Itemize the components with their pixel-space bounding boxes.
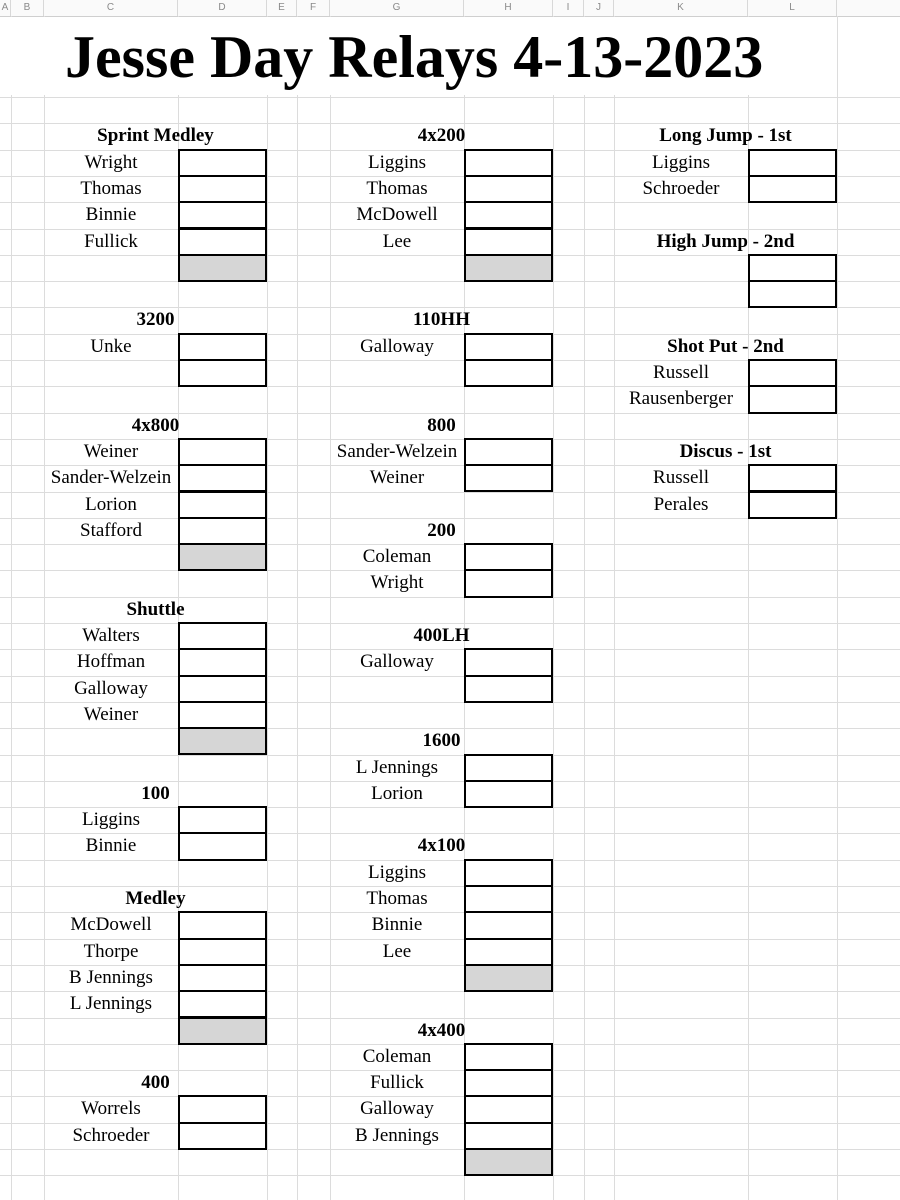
athlete-name: Schroeder — [642, 177, 720, 199]
athlete-name: Sander-Welzein — [50, 467, 172, 489]
section-heading-400: 400 — [141, 1072, 170, 1094]
column-header-c[interactable]: C — [44, 0, 178, 16]
column-header-d[interactable]: D — [178, 0, 267, 16]
result-entry-cell[interactable] — [464, 911, 553, 939]
athlete-name: Lee — [382, 230, 412, 252]
column-header-bar — [0, 0, 900, 17]
result-entry-cell[interactable] — [178, 438, 267, 466]
section-heading-400lh: 400LH — [413, 625, 470, 646]
section-heading-long-jump-1st: Long Jump - 1st — [659, 125, 792, 147]
grid-column-line — [837, 16, 838, 1200]
column-header-e[interactable]: E — [267, 0, 297, 16]
section-heading-high-jump-2nd: High Jump - 2nd — [656, 230, 795, 252]
result-entry-cell[interactable] — [464, 149, 553, 177]
result-entry-cell[interactable] — [464, 359, 553, 387]
result-entry-cell[interactable] — [464, 175, 553, 203]
result-entry-cell[interactable] — [464, 885, 553, 913]
column-header-g[interactable]: G — [330, 0, 464, 16]
column-header-i[interactable]: I — [553, 0, 584, 16]
athlete-name: Russell — [653, 362, 709, 383]
result-entry-cell[interactable] — [178, 464, 267, 492]
result-entry-cell[interactable] — [464, 464, 553, 492]
result-entry-cell[interactable] — [178, 333, 267, 361]
total-time-cell[interactable] — [178, 543, 267, 571]
athlete-name: Thomas — [80, 177, 142, 199]
result-entry-cell[interactable] — [464, 228, 553, 256]
result-entry-cell[interactable] — [178, 201, 267, 229]
athlete-name: Worrels — [81, 1098, 141, 1120]
result-entry-cell[interactable] — [178, 964, 267, 992]
section-heading-shuttle: Shuttle — [126, 598, 185, 620]
result-entry-cell[interactable] — [178, 149, 267, 177]
section-heading-100: 100 — [141, 782, 170, 804]
result-entry-cell[interactable] — [178, 1095, 267, 1123]
column-header-b[interactable]: B — [11, 0, 44, 16]
athlete-name: Weiner — [83, 703, 139, 725]
result-entry-cell[interactable] — [748, 385, 837, 413]
athlete-name: Sander-Welzein — [336, 440, 458, 462]
section-heading-4x200: 4x200 — [417, 125, 466, 147]
athlete-name: Thorpe — [83, 940, 139, 962]
result-entry-cell[interactable] — [464, 1095, 553, 1123]
athlete-name: Galloway — [360, 651, 434, 673]
section-heading-200: 200 — [427, 519, 456, 541]
athlete-name: Walters — [82, 625, 140, 646]
athlete-name: Thomas — [366, 177, 428, 199]
result-entry-cell[interactable] — [178, 832, 267, 860]
result-entry-cell[interactable] — [178, 359, 267, 387]
result-entry-cell[interactable] — [748, 280, 837, 308]
athlete-name: B Jennings — [355, 1124, 439, 1146]
athlete-name: Binnie — [85, 835, 137, 857]
column-header-a[interactable]: A — [0, 0, 11, 16]
athlete-name: Lorion — [371, 782, 423, 804]
athlete-name: Fullick — [370, 1072, 424, 1094]
athlete-name: Weiner — [369, 467, 425, 489]
total-time-cell[interactable] — [464, 964, 553, 992]
result-entry-cell[interactable] — [748, 464, 837, 492]
athlete-name: B Jennings — [69, 966, 153, 988]
result-entry-cell[interactable] — [178, 491, 267, 519]
result-entry-cell[interactable] — [464, 754, 553, 782]
total-time-cell[interactable] — [464, 1148, 553, 1176]
total-time-cell[interactable] — [178, 254, 267, 282]
result-entry-cell[interactable] — [178, 990, 267, 1018]
section-heading-sprint-medley: Sprint Medley — [97, 125, 214, 147]
athlete-name: Schroeder — [72, 1124, 150, 1146]
athlete-name: L Jennings — [69, 993, 153, 1015]
result-entry-cell[interactable] — [178, 175, 267, 203]
result-entry-cell[interactable] — [464, 859, 553, 887]
sheet-title: Jesse Day Relays 4-13-2023 — [65, 24, 764, 90]
result-entry-cell[interactable] — [178, 938, 267, 966]
athlete-name: Liggins — [367, 861, 427, 883]
athlete-name: Wright — [370, 572, 424, 594]
result-entry-cell[interactable] — [178, 911, 267, 939]
result-entry-cell[interactable] — [748, 254, 837, 282]
athlete-name: Liggins — [367, 151, 427, 173]
result-entry-cell[interactable] — [748, 149, 837, 177]
athlete-name: Coleman — [362, 1045, 432, 1067]
section-heading-3200: 3200 — [136, 309, 175, 331]
result-entry-cell[interactable] — [464, 569, 553, 597]
section-heading-110hh: 110HH — [412, 309, 470, 331]
athlete-name: McDowell — [70, 914, 152, 936]
grid-column-line — [553, 16, 554, 1200]
section-heading-800: 800 — [427, 414, 456, 436]
athlete-name: Russell — [653, 467, 709, 489]
result-entry-cell[interactable] — [464, 1122, 553, 1150]
column-header-f[interactable]: F — [297, 0, 330, 16]
column-header-h[interactable]: H — [464, 0, 553, 16]
total-time-cell[interactable] — [178, 1017, 267, 1045]
result-entry-cell[interactable] — [178, 1122, 267, 1150]
section-heading-shot-put-2nd: Shot Put - 2nd — [667, 335, 784, 357]
column-header-l[interactable]: L — [748, 0, 837, 16]
section-heading-4x400: 4x400 — [417, 1019, 466, 1041]
result-entry-cell[interactable] — [464, 1043, 553, 1071]
athlete-name: Galloway — [74, 677, 148, 699]
result-entry-cell[interactable] — [748, 359, 837, 387]
grid-column-line — [267, 16, 268, 1200]
column-header-j[interactable]: J — [584, 0, 614, 16]
result-entry-cell[interactable] — [178, 622, 267, 650]
result-entry-cell[interactable] — [464, 201, 553, 229]
section-heading-4x800: 4x800 — [131, 414, 180, 436]
column-header-k[interactable]: K — [614, 0, 748, 16]
athlete-name: Coleman — [362, 546, 432, 568]
result-entry-cell[interactable] — [464, 333, 553, 361]
athlete-name: Fullick — [84, 230, 138, 252]
grid-row-line — [0, 97, 900, 98]
athlete-name: Binnie — [371, 914, 423, 936]
athlete-name: Liggins — [651, 151, 711, 173]
athlete-name: Rausenberger — [628, 388, 734, 410]
result-entry-cell[interactable] — [464, 938, 553, 966]
athlete-name: L Jennings — [355, 756, 439, 778]
athlete-name: Stafford — [80, 519, 142, 541]
result-entry-cell[interactable] — [178, 228, 267, 256]
result-entry-cell[interactable] — [178, 517, 267, 545]
athlete-name: Hoffman — [76, 651, 146, 673]
athlete-name: Lee — [382, 940, 412, 962]
athlete-name: Liggins — [81, 809, 141, 831]
athlete-name: Lorion — [85, 493, 137, 515]
section-heading-medley: Medley — [125, 888, 186, 909]
athlete-name: Binnie — [85, 204, 137, 226]
athlete-name: Galloway — [360, 1098, 434, 1120]
athlete-name: Weiner — [83, 440, 139, 462]
athlete-name: Wright — [84, 151, 138, 173]
result-entry-cell[interactable] — [178, 806, 267, 834]
grid-row-line — [0, 1175, 900, 1176]
grid-column-line — [584, 16, 585, 1200]
result-entry-cell[interactable] — [464, 1069, 553, 1097]
result-entry-cell[interactable] — [464, 675, 553, 703]
result-entry-cell[interactable] — [178, 701, 267, 729]
total-time-cell[interactable] — [464, 254, 553, 282]
result-entry-cell[interactable] — [178, 648, 267, 676]
athlete-name: Perales — [653, 493, 709, 515]
result-entry-cell[interactable] — [464, 543, 553, 571]
grid-column-line — [11, 16, 12, 1200]
result-entry-cell[interactable] — [464, 648, 553, 676]
athlete-name: Thomas — [366, 888, 428, 909]
grid-column-line — [297, 16, 298, 1200]
grid-row-line — [0, 1149, 900, 1150]
total-time-cell[interactable] — [178, 727, 267, 755]
result-entry-cell[interactable] — [748, 491, 837, 519]
athlete-name: Unke — [90, 335, 132, 357]
athlete-name: McDowell — [356, 204, 438, 226]
result-entry-cell[interactable] — [748, 175, 837, 203]
section-heading-4x100: 4x100 — [417, 835, 466, 857]
section-heading-1600: 1600 — [422, 730, 461, 752]
result-entry-cell[interactable] — [178, 675, 267, 703]
athlete-name: Galloway — [360, 335, 434, 357]
section-heading-discus-1st: Discus - 1st — [679, 440, 772, 462]
result-entry-cell[interactable] — [464, 780, 553, 808]
result-entry-cell[interactable] — [464, 438, 553, 466]
